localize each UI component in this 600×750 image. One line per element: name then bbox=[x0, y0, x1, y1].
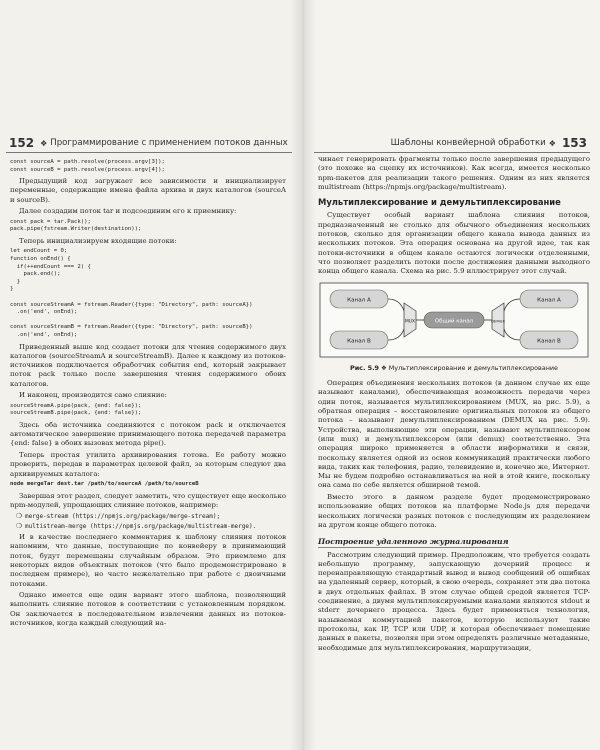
paragraph: Завершая этот раздел, следует заметить, что существует еще несколько npm-модулей, упрощающих слияние потоков, например: bbox=[10, 491, 286, 509]
diamond-separator-icon: ❖ bbox=[548, 138, 556, 148]
bullet-list bbox=[10, 512, 286, 531]
list-item: ❍ multistream-merge (https://npmjs.org/package/multistream-merge). bbox=[16, 521, 257, 530]
channel-a-left-label: Канал A bbox=[347, 297, 371, 304]
right-text-column bbox=[318, 155, 590, 655]
figure-title: Мультиплексирование и демультиплексирование bbox=[388, 363, 558, 372]
paragraph: Здесь оба источника соединяются с потоком pack и отключается автоматическое завершение принимающего потока передачей параметра {end: false} в обоих вызовах метода pipe(). bbox=[10, 420, 286, 448]
page-number: 152 bbox=[9, 136, 35, 150]
mux-label: MUX bbox=[404, 319, 416, 325]
figure-caption bbox=[318, 364, 590, 373]
mux-demux-diagram bbox=[318, 281, 590, 359]
paragraph: Существует особый вариант шаблона слияния потоков, предназначенный не столько для обычного объединения нескольких потоков, сколько для организации общего канала вывода данных из нескольких потоков. Эта операция основана на другой идее, так как потоки-источники в общем канале остаются логически отделенными, что позволяет разделить потоки после достижения данными выходного конца общего канала. Схема на рис. 5.9 иллюстрирует этот случай. bbox=[318, 211, 590, 276]
left-running-header bbox=[6, 134, 292, 153]
diamond-separator-icon: ❖ bbox=[381, 363, 387, 372]
code-block: const pack = tar.Pack(); pack.pipe(fstream.Writer(destination)); bbox=[10, 218, 142, 233]
code-block: const sourceA = path.resolve(process.argv[3]); const sourceB = path.resolve(process.argv[4]); bbox=[10, 159, 165, 173]
chapter-title: Программирование с применением потоков данных bbox=[50, 138, 288, 148]
paragraph: чинает генерировать фрагменты только после завершения предыдущего (это похоже на сцепку их источников). Как всегда, имеется несколько npm-пакетов для реализации такого решения. Одним из них является multistream (https://npmjs.org/package/multistream). bbox=[318, 155, 590, 191]
list-item: ❍ merge-stream (https://npmjs.org/package/merge-stream); bbox=[16, 512, 221, 521]
bullet-icon: ❍ bbox=[16, 521, 23, 530]
paragraph: Операция объединения нескольких потоков (в данном случае их еще называют каналами), обеспечивающая возможность передачи через один поток, называется мультиплексированием (MUX, на рис. 5.9), а обратная операция – восстановление оригинальных потоков из общего потока – называют демультиплексированием (DEMUX на рис. 5.9). Устройства, выполняющие эти операции, называют мультиплексором (или mux) и демультиплексором (или demux) соответственно. Эта операция широко применяется в области информатики и связи, поскольку является одной из основ коммуникаций практически любого вида, таких как телефония, радио, телевидение и, конечно же, Интернет. Мы не будем подробно останавливаться на ней в этой книге, поскольку она сама по себе является обширной темой. bbox=[318, 379, 590, 490]
code-block: sourceStreamA.pipe(pack, {end: false}); sourceStreamB.pipe(pack, {end: false}); bbox=[10, 402, 142, 417]
figure-mux-demux bbox=[318, 281, 590, 374]
channel-b-right-label: Канал B bbox=[537, 338, 561, 345]
book-gutter-shadow bbox=[290, 0, 316, 750]
section-heading: Мультиплексирование и демультиплексирование bbox=[318, 197, 561, 208]
paragraph: И в качестве последнего комментария к шаблону слияния потоков напомним, что данные, поступающие по конвейеру в принимающий поток, будут перемешаны случайным образом. Это приемлемо для некоторых видов объектных потоков (что было продемонстрировано в последнем примере), но часто нежелательно при работе с двоичными потоками. bbox=[10, 533, 286, 588]
bullet-icon: ❍ bbox=[16, 512, 23, 521]
diamond-separator-icon: ❖ bbox=[40, 138, 48, 148]
channel-b-left-label: Канал B bbox=[347, 338, 371, 345]
paragraph: Вместо этого в данном разделе будет продемонстрировано использование общих потоков на платформе Node.js для передачи нескольких логически разных потоков с последующим их разделением на другом конце общего потока. bbox=[318, 492, 590, 529]
code-block: let endCount = 0; function onEnd() { if(++endCount === 2) { pack.end(); } } const sourceStreamA = fstream.Reader({type: "Directory", path: sourceA}) .on('end', onEnd); const sourceStreamB = fstream.Reader({type: "Directory", path: sourceB}) .on('end', onEnd); bbox=[10, 248, 253, 338]
shared-channel-label: Общий канал bbox=[434, 318, 474, 325]
paragraph: Теперь простая утилита архивирования готова. Ее работу можно проверить, передав в параметрах целевой файл, за которым следуют два архивируемых каталога: bbox=[10, 450, 286, 478]
paragraph: Однако имеется еще один вариант этого шаблона, позволяющий выполнить слияние потоков в соответствии с установленным порядком. Он заключается в последовательном извлечении данных из потоков-источников, когда каждый следующий на- bbox=[10, 590, 286, 627]
page-number: 153 bbox=[561, 136, 587, 150]
subsection-heading: Построение удаленного журналирования bbox=[318, 537, 509, 547]
demux-label: DEMUX bbox=[491, 318, 505, 324]
chapter-title: Шаблоны конвейерной обработки bbox=[390, 138, 546, 148]
paragraph: Далее создадим поток tar и подсоединим его к приемнику: bbox=[19, 207, 237, 216]
paragraph: Рассмотрим следующий пример. Предположим, что требуется создать небольшую программу, запускающую дочерний процесс и перенаправляющую стандартный вывод и вывод сообщений об ошибках на удаленный сервер, который, в свою очередь, сохраняет эти два потока в двух отдельных файлах. В этом случае общей средой является TCP-соединение, а двумя мультиплексируемыми каналами являются stdout и stderr дочернего процесса. Здесь будет применяться технология, называемая коммутацией пакетов, которую используют такие протоколы, как IP, TCP или UDP, и которая обеспечивает помещение данных в пакеты, позволяя при этом определять различные метаданные, необходимые для мультиплексирования, маршрутизации, bbox=[318, 550, 590, 652]
command-line: node mergeTar dest.tar /path/to/sourceA /path/to/sourceB bbox=[10, 481, 199, 488]
right-running-header bbox=[314, 134, 590, 153]
paragraph: Приведенный выше код создает потоки для чтения содержимого двух каталогов (sourceStreamA и sourceStreamB). Далее к каждому из потоков-источников подключается обработчик события end, который закрывает поток pack только после завершения чтения содержимого обоих каталогов. bbox=[10, 342, 286, 388]
paragraph: И наконец, производится само слияние: bbox=[19, 391, 167, 400]
figure-number: Рис. 5.9 bbox=[350, 363, 379, 372]
paragraph: Теперь инициализируем входящие потоки: bbox=[19, 236, 177, 245]
left-text-column bbox=[10, 158, 286, 630]
paragraph: Предыдущий код загружает все зависимости и инициализирует переменные, содержащие имена файла архива и двух каталогов (sourceA и sourceB). bbox=[10, 177, 286, 204]
channel-a-right-label: Канал A bbox=[537, 297, 561, 304]
right-page bbox=[300, 0, 600, 750]
